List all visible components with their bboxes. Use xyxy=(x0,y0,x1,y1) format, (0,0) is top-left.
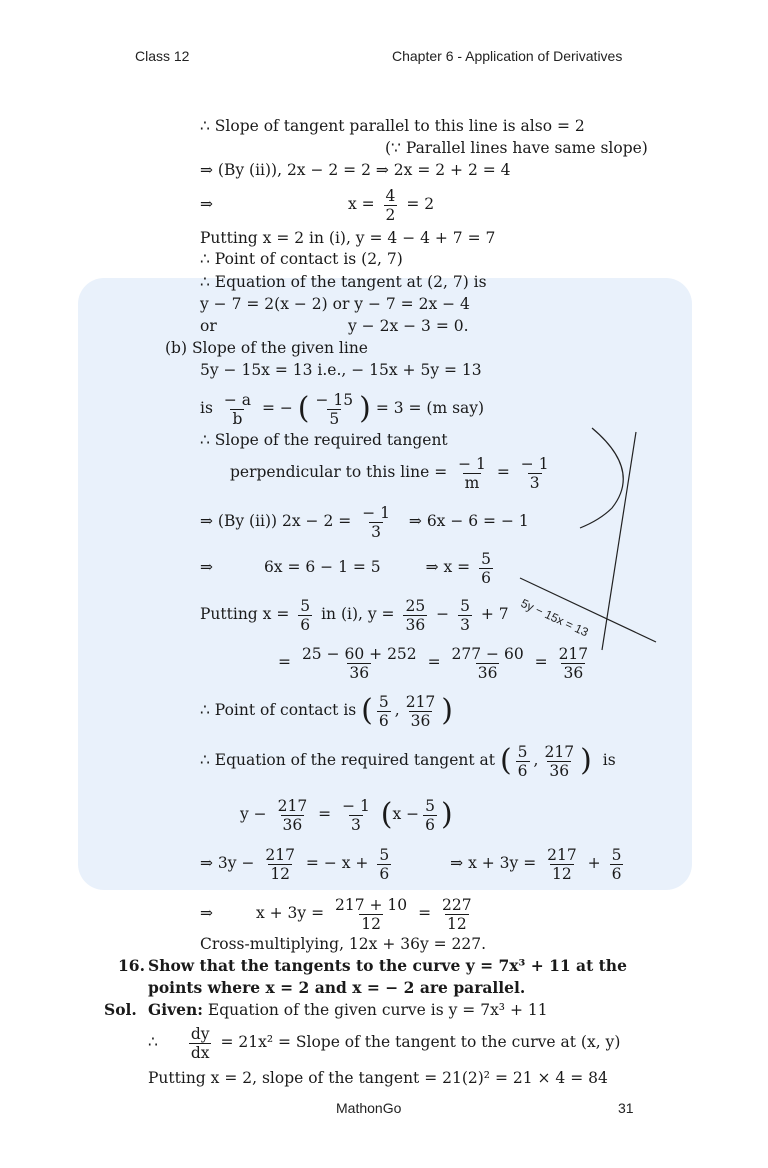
fraction xyxy=(516,743,530,780)
denominator: 12 xyxy=(361,914,381,933)
solution-derivative-line xyxy=(148,1022,620,1062)
fraction xyxy=(189,1025,212,1062)
numerator: 25 − 60 + 252 xyxy=(301,644,417,663)
minus: − xyxy=(436,605,450,623)
paren-close: ) xyxy=(441,693,454,728)
equals: = xyxy=(418,904,432,922)
text: perpendicular to this line = xyxy=(230,463,448,481)
numerator: dy xyxy=(190,1024,210,1043)
numerator: − 15 xyxy=(315,390,354,409)
denominator: 12 xyxy=(552,864,572,883)
text: = 21x² = Slope of the tangent to the curve at (x, y) xyxy=(220,1033,621,1051)
fraction xyxy=(384,187,398,224)
line-b-by-ii xyxy=(200,501,529,541)
numerator: 217 xyxy=(544,742,575,761)
paren-close: ) xyxy=(441,797,453,832)
text: in (i), y = xyxy=(321,605,395,623)
fraction xyxy=(610,846,624,883)
text: ⇒ x + 3y = xyxy=(450,854,537,872)
numerator: 5 xyxy=(378,692,389,711)
header-class: Class 12 xyxy=(135,48,190,64)
denominator: 6 xyxy=(611,864,622,883)
line-b-point-slope xyxy=(240,794,453,834)
numerator: 25 xyxy=(405,596,426,615)
denominator: b xyxy=(232,409,243,428)
line-parallel-reason: (∵ Parallel lines have same slope) xyxy=(385,139,648,157)
fraction xyxy=(298,597,312,634)
text: = − x + xyxy=(305,854,369,872)
fraction xyxy=(458,597,472,634)
header-chapter: Chapter 6 - Application of Derivatives xyxy=(392,48,623,64)
minus: = − xyxy=(261,399,293,417)
numerator: 4 xyxy=(385,186,396,205)
line-b-heading: (b) Slope of the given line xyxy=(165,339,368,357)
numerator: 227 xyxy=(442,895,472,914)
numerator: 217 xyxy=(277,796,308,815)
denominator: 36 xyxy=(349,663,370,682)
paren-open: ( xyxy=(499,743,512,778)
numerator: − 1 xyxy=(342,796,370,815)
numerator: − 1 xyxy=(458,454,486,473)
line-b-point-contact xyxy=(200,690,453,730)
fraction xyxy=(479,550,493,587)
fraction xyxy=(276,797,310,834)
denominator: 3 xyxy=(529,473,540,492)
equals: = xyxy=(318,805,332,823)
fraction xyxy=(423,797,437,834)
numerator: − a xyxy=(223,390,252,409)
numerator: 5 xyxy=(460,596,470,615)
denominator: 36 xyxy=(410,711,431,730)
therefore-symbol: ∴ xyxy=(148,1033,158,1051)
line-b-x3y xyxy=(200,893,478,933)
fraction xyxy=(314,391,356,428)
implies-symbol: ⇒ xyxy=(200,904,213,922)
numerator: 217 xyxy=(405,692,436,711)
denominator: 6 xyxy=(481,568,491,587)
numerator: 217 xyxy=(547,845,577,864)
line-b-6x xyxy=(200,547,497,587)
line-b-3y xyxy=(200,843,627,883)
text: 6x = 6 − 1 = 5 xyxy=(263,558,381,576)
solution-putting-line: Putting x = 2, slope of the tangent = 21(2)² = 21 × 4 = 84 xyxy=(148,1069,608,1087)
denominator: 6 xyxy=(425,815,436,834)
numerator: − 1 xyxy=(520,454,549,473)
text: Putting x = xyxy=(200,605,290,623)
fraction xyxy=(377,693,391,730)
numerator: 5 xyxy=(517,742,528,761)
numerator: 217 + 10 xyxy=(335,895,408,914)
paren-open: ( xyxy=(361,693,373,728)
numerator: 5 xyxy=(611,845,622,864)
implies-symbol: ⇒ xyxy=(200,558,213,576)
denominator: 12 xyxy=(446,914,467,933)
solution-label: Sol. xyxy=(104,1000,137,1019)
denominator: 3 xyxy=(371,522,382,541)
fraction xyxy=(440,896,474,933)
given-text: Equation of the given curve is y = 7x³ + 11 xyxy=(207,1001,548,1019)
curve xyxy=(580,428,623,528)
footer-brand: MathonGo xyxy=(336,1100,402,1116)
fraction xyxy=(263,846,297,883)
numerator: 217 xyxy=(265,845,295,864)
text: + 7 xyxy=(480,605,509,623)
numerator: 217 xyxy=(558,644,589,663)
numerator: 277 − 60 xyxy=(451,644,524,663)
numerator: − 1 xyxy=(362,503,390,522)
text: ⇒ x = xyxy=(425,558,471,576)
tangent-line xyxy=(602,432,636,650)
solution-given-line xyxy=(148,1000,548,1020)
given-line-label: 5y − 15x = 13 xyxy=(518,596,591,640)
fraction xyxy=(542,743,576,780)
equals: = xyxy=(534,653,548,671)
numerator: 5 xyxy=(379,845,390,864)
rhs: = 3 = (m say) xyxy=(375,399,485,417)
fraction xyxy=(222,391,253,428)
lhs: x = xyxy=(347,195,375,213)
denominator: 3 xyxy=(460,615,470,634)
text: x − xyxy=(392,805,420,823)
line-point-contact: ∴ Point of contact is (2, 7) xyxy=(200,250,403,268)
line-b-perpendicular xyxy=(230,452,555,492)
paren-close: ) xyxy=(580,743,592,778)
fraction xyxy=(545,846,579,883)
denominator: 36 xyxy=(477,663,498,682)
line-b-eq-required xyxy=(200,740,616,780)
text: y − xyxy=(240,805,267,823)
equals: = xyxy=(496,463,510,481)
comma: , xyxy=(394,701,400,719)
fraction xyxy=(360,504,392,541)
implies-symbol: ⇒ xyxy=(200,195,213,213)
given-label: Given: xyxy=(148,1000,203,1019)
denominator: 6 xyxy=(300,615,311,634)
rhs: = 2 xyxy=(406,195,435,213)
numerator: 5 xyxy=(481,549,491,568)
denominator: 36 xyxy=(405,615,426,634)
text: ⇒ 6x − 6 = − 1 xyxy=(408,512,529,530)
text: ⇒ (By (ii)) 2x − 2 = xyxy=(200,512,352,530)
denominator: 36 xyxy=(282,815,303,834)
line-by-ii: ⇒ (By (ii)), 2x − 2 = 2 ⇒ 2x = 2 + 2 = 4 xyxy=(200,161,511,179)
line-slope-parallel: ∴ Slope of tangent parallel to this line is also = 2 xyxy=(200,117,585,135)
line-putting-x2: Putting x = 2 in (i), y = 4 − 4 + 7 = 7 xyxy=(200,229,496,247)
denominator: 12 xyxy=(270,864,291,883)
paren-close: ) xyxy=(359,391,371,426)
fraction xyxy=(456,455,488,492)
comma: , xyxy=(533,751,539,769)
denominator: 5 xyxy=(329,409,340,428)
denominator: 2 xyxy=(385,205,396,224)
line-tangent-eq: y − 7 = 2(x − 2) or y − 7 = 2x − 4 xyxy=(200,295,470,313)
tangent-figure xyxy=(510,420,660,660)
page-number: 31 xyxy=(618,1100,634,1116)
text: ∴ Point of contact is xyxy=(200,701,357,719)
denominator: 6 xyxy=(517,761,528,780)
text: x + 3y = xyxy=(255,904,325,922)
is-word: is xyxy=(602,751,616,769)
line-b-putting xyxy=(200,594,509,634)
paren-open: ( xyxy=(297,391,310,426)
fraction xyxy=(377,846,391,883)
denominator: 36 xyxy=(549,761,570,780)
numerator: 5 xyxy=(300,596,311,615)
line-b-slope xyxy=(200,388,484,428)
denominator: 36 xyxy=(563,663,584,682)
line-or: or xyxy=(200,317,217,335)
denominator: m xyxy=(464,473,480,492)
question-number: 16. xyxy=(118,956,145,975)
denominator: dx xyxy=(190,1043,210,1062)
line-x-equals xyxy=(200,186,434,224)
is-word: is xyxy=(200,399,213,417)
denominator: 6 xyxy=(378,711,389,730)
text: ∴ Equation of the required tangent at xyxy=(200,751,496,769)
plus: + xyxy=(587,854,601,872)
line-final-eq-a: y − 2x − 3 = 0. xyxy=(348,317,469,335)
question-line-2: points where x = 2 and x = − 2 are parallel. xyxy=(148,978,526,997)
denominator: 3 xyxy=(351,815,361,834)
fraction xyxy=(333,896,409,933)
line-b-required-slope: ∴ Slope of the required tangent xyxy=(200,431,448,449)
denominator: 6 xyxy=(379,864,390,883)
numerator: 5 xyxy=(425,796,436,815)
fraction xyxy=(403,597,427,634)
line-b-cross-mult: Cross-multiplying, 12x + 36y = 227. xyxy=(200,935,487,953)
equals: = xyxy=(278,653,291,671)
fraction xyxy=(404,693,438,730)
line-equation-tangent: ∴ Equation of the tangent at (2, 7) is xyxy=(200,273,487,291)
text: ⇒ 3y − xyxy=(200,854,255,872)
equals: = xyxy=(427,653,441,671)
paren-open: ( xyxy=(380,797,393,832)
question-line-1: Show that the tangents to the curve y = 7x³ + 11 at the xyxy=(148,956,627,975)
line-b-given: 5y − 15x = 13 i.e., − 15x + 5y = 13 xyxy=(200,361,482,379)
fraction xyxy=(340,797,372,834)
fraction xyxy=(300,645,419,682)
